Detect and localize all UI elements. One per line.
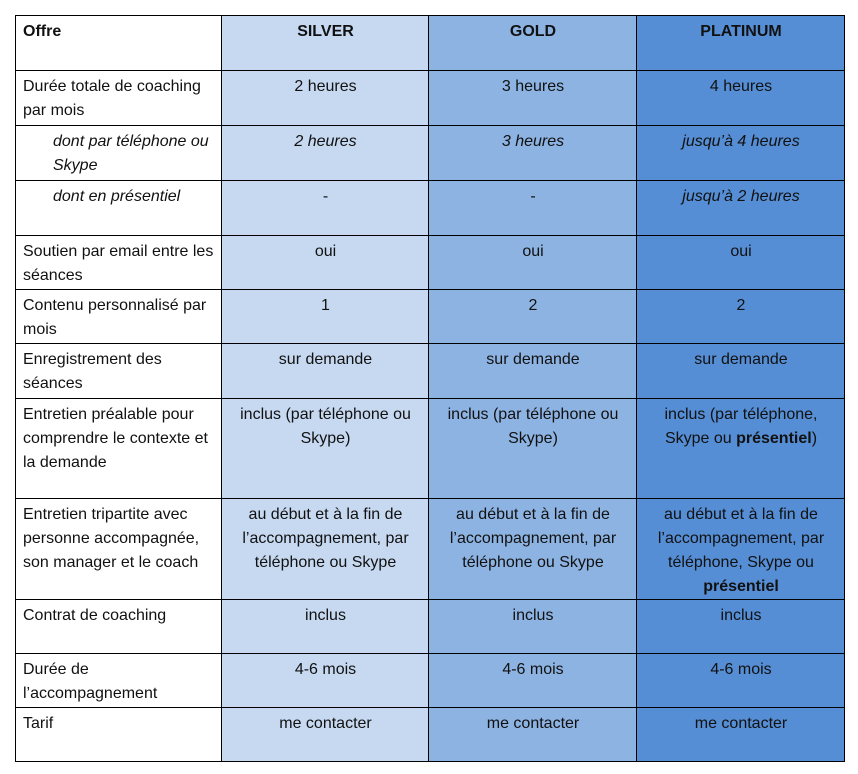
row-label: Tarif	[16, 708, 222, 762]
gold-cell: 3 heures	[429, 71, 637, 126]
silver-cell: me contacter	[222, 708, 429, 762]
silver-cell: 2 heures	[222, 126, 429, 181]
row-label: dont en présentiel	[16, 181, 222, 236]
platinum-cell: oui	[637, 236, 845, 290]
table-row	[16, 600, 845, 654]
table-row	[16, 181, 845, 236]
platinum-cell	[637, 499, 845, 600]
row-label: Durée totale de coaching par mois	[16, 71, 222, 126]
table-row	[16, 499, 845, 600]
platinum-cell: jusqu’à 2 heures	[637, 181, 845, 236]
gold-cell: oui	[429, 236, 637, 290]
silver-cell: au début et à la fin de l’accompagnement, par téléphone ou Skype	[222, 499, 429, 600]
table-row	[16, 290, 845, 344]
silver-cell: inclus	[222, 600, 429, 654]
table-row	[16, 654, 845, 708]
platinum-cell-emphasis: présentiel	[736, 430, 812, 447]
silver-cell: 1	[222, 290, 429, 344]
table-row	[16, 399, 845, 499]
platinum-cell: sur demande	[637, 344, 845, 399]
gold-cell: inclus (par téléphone ou Skype)	[429, 399, 637, 499]
header-offer: Offre	[16, 16, 222, 71]
gold-cell: sur demande	[429, 344, 637, 399]
platinum-cell-text: au début et à la fin de l’accompagnement, par téléphone, Skype ou	[657, 506, 825, 571]
table-row	[16, 344, 845, 399]
row-label: dont par téléphone ou Skype	[16, 126, 222, 181]
silver-cell: oui	[222, 236, 429, 290]
row-label: Contrat de coaching	[16, 600, 222, 654]
platinum-cell: jusqu’à 4 heures	[637, 126, 845, 181]
silver-cell: sur demande	[222, 344, 429, 399]
header-platinum: PLATINUM	[637, 16, 845, 71]
gold-cell: 4-6 mois	[429, 654, 637, 708]
table-header-row	[16, 16, 845, 71]
platinum-cell	[637, 399, 845, 499]
gold-cell: me contacter	[429, 708, 637, 762]
header-gold: GOLD	[429, 16, 637, 71]
row-label: Enregistrement des séances	[16, 344, 222, 399]
gold-cell: 2	[429, 290, 637, 344]
platinum-cell: 2	[637, 290, 845, 344]
offer-comparison-table	[15, 15, 845, 762]
silver-cell: inclus (par téléphone ou Skype)	[222, 399, 429, 499]
gold-cell: au début et à la fin de l’accompagnement, par téléphone ou Skype	[429, 499, 637, 600]
row-label: Entretien préalable pour comprendre le contexte et la demande	[16, 399, 222, 499]
platinum-cell: 4-6 mois	[637, 654, 845, 708]
row-label: Contenu personnalisé par mois	[16, 290, 222, 344]
platinum-cell-text-end: )	[811, 430, 818, 447]
silver-cell: 2 heures	[222, 71, 429, 126]
gold-cell: inclus	[429, 600, 637, 654]
header-silver: SILVER	[222, 16, 429, 71]
table-row	[16, 236, 845, 290]
table-row	[16, 708, 845, 762]
silver-cell: -	[222, 181, 429, 236]
silver-cell: 4-6 mois	[222, 654, 429, 708]
row-label: Durée de l’accompagnement	[16, 654, 222, 708]
gold-cell: -	[429, 181, 637, 236]
platinum-cell-text: inclus (par téléphone, Skype ou	[664, 406, 818, 447]
row-label: Entretien tripartite avec personne accompagnée, son manager et le coach	[16, 499, 222, 600]
platinum-cell: inclus	[637, 600, 845, 654]
platinum-cell: me contacter	[637, 708, 845, 762]
gold-cell: 3 heures	[429, 126, 637, 181]
table-row	[16, 71, 845, 126]
row-label: Soutien par email entre les séances	[16, 236, 222, 290]
platinum-cell-emphasis: présentiel	[703, 578, 779, 595]
table-row	[16, 126, 845, 181]
platinum-cell: 4 heures	[637, 71, 845, 126]
